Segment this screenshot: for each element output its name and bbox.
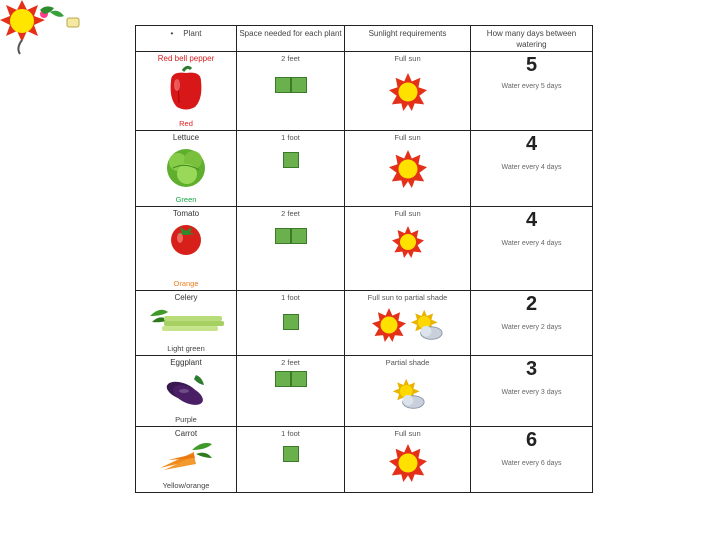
plant-name: Tomato [172, 209, 200, 219]
sun-text: Full sun [394, 428, 421, 438]
table-row [136, 355, 593, 426]
sun-cell [345, 290, 471, 355]
water-text: Water every 6 days [501, 459, 562, 467]
sun-cell [345, 52, 471, 131]
space-cell [237, 52, 345, 131]
space-squares [237, 371, 344, 387]
days-number: 4 [525, 209, 538, 232]
days-cell [471, 131, 593, 207]
space-square [291, 77, 307, 93]
sun-text: Full sun to partial shade [367, 292, 448, 302]
space-squares [237, 77, 344, 93]
space-cell [237, 290, 345, 355]
space-text: 2 feet [281, 209, 300, 219]
plant-cell [136, 290, 237, 355]
space-square [275, 77, 291, 93]
plant-color: Orange [173, 278, 199, 288]
table-row [136, 131, 593, 207]
water-text: Water every 5 days [501, 83, 562, 91]
space-square [283, 314, 299, 330]
plant-color: Light green [167, 343, 205, 353]
space-square [283, 446, 299, 462]
bell-pepper-icon [163, 65, 209, 111]
water-text: Water every 3 days [501, 388, 562, 396]
space-square [283, 152, 299, 168]
header-plant: • Plant [136, 26, 237, 52]
corner-sun-flower-icon [0, 0, 90, 60]
partly-cloudy-icon [408, 308, 444, 342]
days-number: 2 [525, 292, 538, 315]
sun-text: Partial shade [385, 357, 430, 367]
sun-cell [345, 426, 471, 492]
space-square [291, 228, 307, 244]
table-row [136, 207, 593, 290]
days-number: 3 [525, 357, 538, 380]
space-cell [237, 355, 345, 426]
sun-icon [389, 444, 427, 482]
tomato-icon [168, 220, 204, 256]
header-sun: Sunlight requirements [345, 26, 471, 52]
sun-text: Full sun [394, 54, 421, 64]
space-squares [237, 152, 344, 168]
days-cell [471, 207, 593, 290]
carrot-icon [156, 440, 216, 474]
days-number: 5 [525, 54, 538, 77]
plant-cell [136, 131, 237, 207]
water-text: Water every 2 days [501, 323, 562, 331]
plant-name: Red bell pepper [157, 54, 215, 64]
space-cell [237, 131, 345, 207]
space-cell [237, 207, 345, 290]
days-cell [471, 290, 593, 355]
space-square [275, 371, 291, 387]
space-text: 2 feet [281, 54, 300, 64]
header-space: Space needed for each plant [237, 26, 345, 52]
plant-cell [136, 52, 237, 131]
plant-cell [136, 355, 237, 426]
table-row [136, 52, 593, 131]
table-row [136, 290, 593, 355]
sun-text: Full sun [394, 133, 421, 143]
water-text: Water every 4 days [501, 240, 562, 248]
sun-text: Full sun [394, 209, 421, 219]
lettuce-icon [163, 144, 209, 190]
plant-name: Lettuce [172, 133, 200, 143]
sun-icon [392, 226, 424, 258]
space-squares [237, 228, 344, 244]
plant-color: Purple [175, 414, 197, 424]
sun-cell [345, 355, 471, 426]
table-row [136, 426, 593, 492]
sun-cell [345, 131, 471, 207]
partly-cloudy-icon [389, 377, 427, 411]
space-squares [237, 446, 344, 462]
celery-icon [146, 304, 226, 336]
plant-table [135, 25, 593, 493]
days-cell [471, 52, 593, 131]
days-cell [471, 426, 593, 492]
space-square [275, 228, 291, 244]
plant-name: Eggplant [170, 357, 202, 367]
space-squares [237, 314, 344, 330]
plant-color: Red [179, 119, 193, 129]
sun-cell [345, 207, 471, 290]
space-text: 2 feet [281, 357, 300, 367]
plant-cell [136, 426, 237, 492]
plant-name: Celery [174, 292, 198, 302]
header-days: How many days between watering [471, 26, 593, 52]
plant-color: Green [175, 195, 197, 205]
space-text: 1 foot [281, 292, 300, 302]
space-cell [237, 426, 345, 492]
plant-name: Carrot [174, 428, 198, 438]
days-number: 4 [525, 133, 538, 156]
sun-icon [389, 150, 427, 188]
water-text: Water every 4 days [501, 164, 562, 172]
days-cell [471, 355, 593, 426]
header-row [136, 26, 593, 52]
space-text: 1 foot [281, 133, 300, 143]
days-number: 6 [525, 428, 538, 451]
space-square [291, 371, 307, 387]
sun-icon [372, 308, 406, 342]
plant-cell [136, 207, 237, 290]
eggplant-icon [162, 369, 210, 409]
sun-icon [389, 73, 427, 111]
plant-color: Yellow/orange [162, 481, 210, 490]
space-text: 1 foot [281, 428, 300, 438]
